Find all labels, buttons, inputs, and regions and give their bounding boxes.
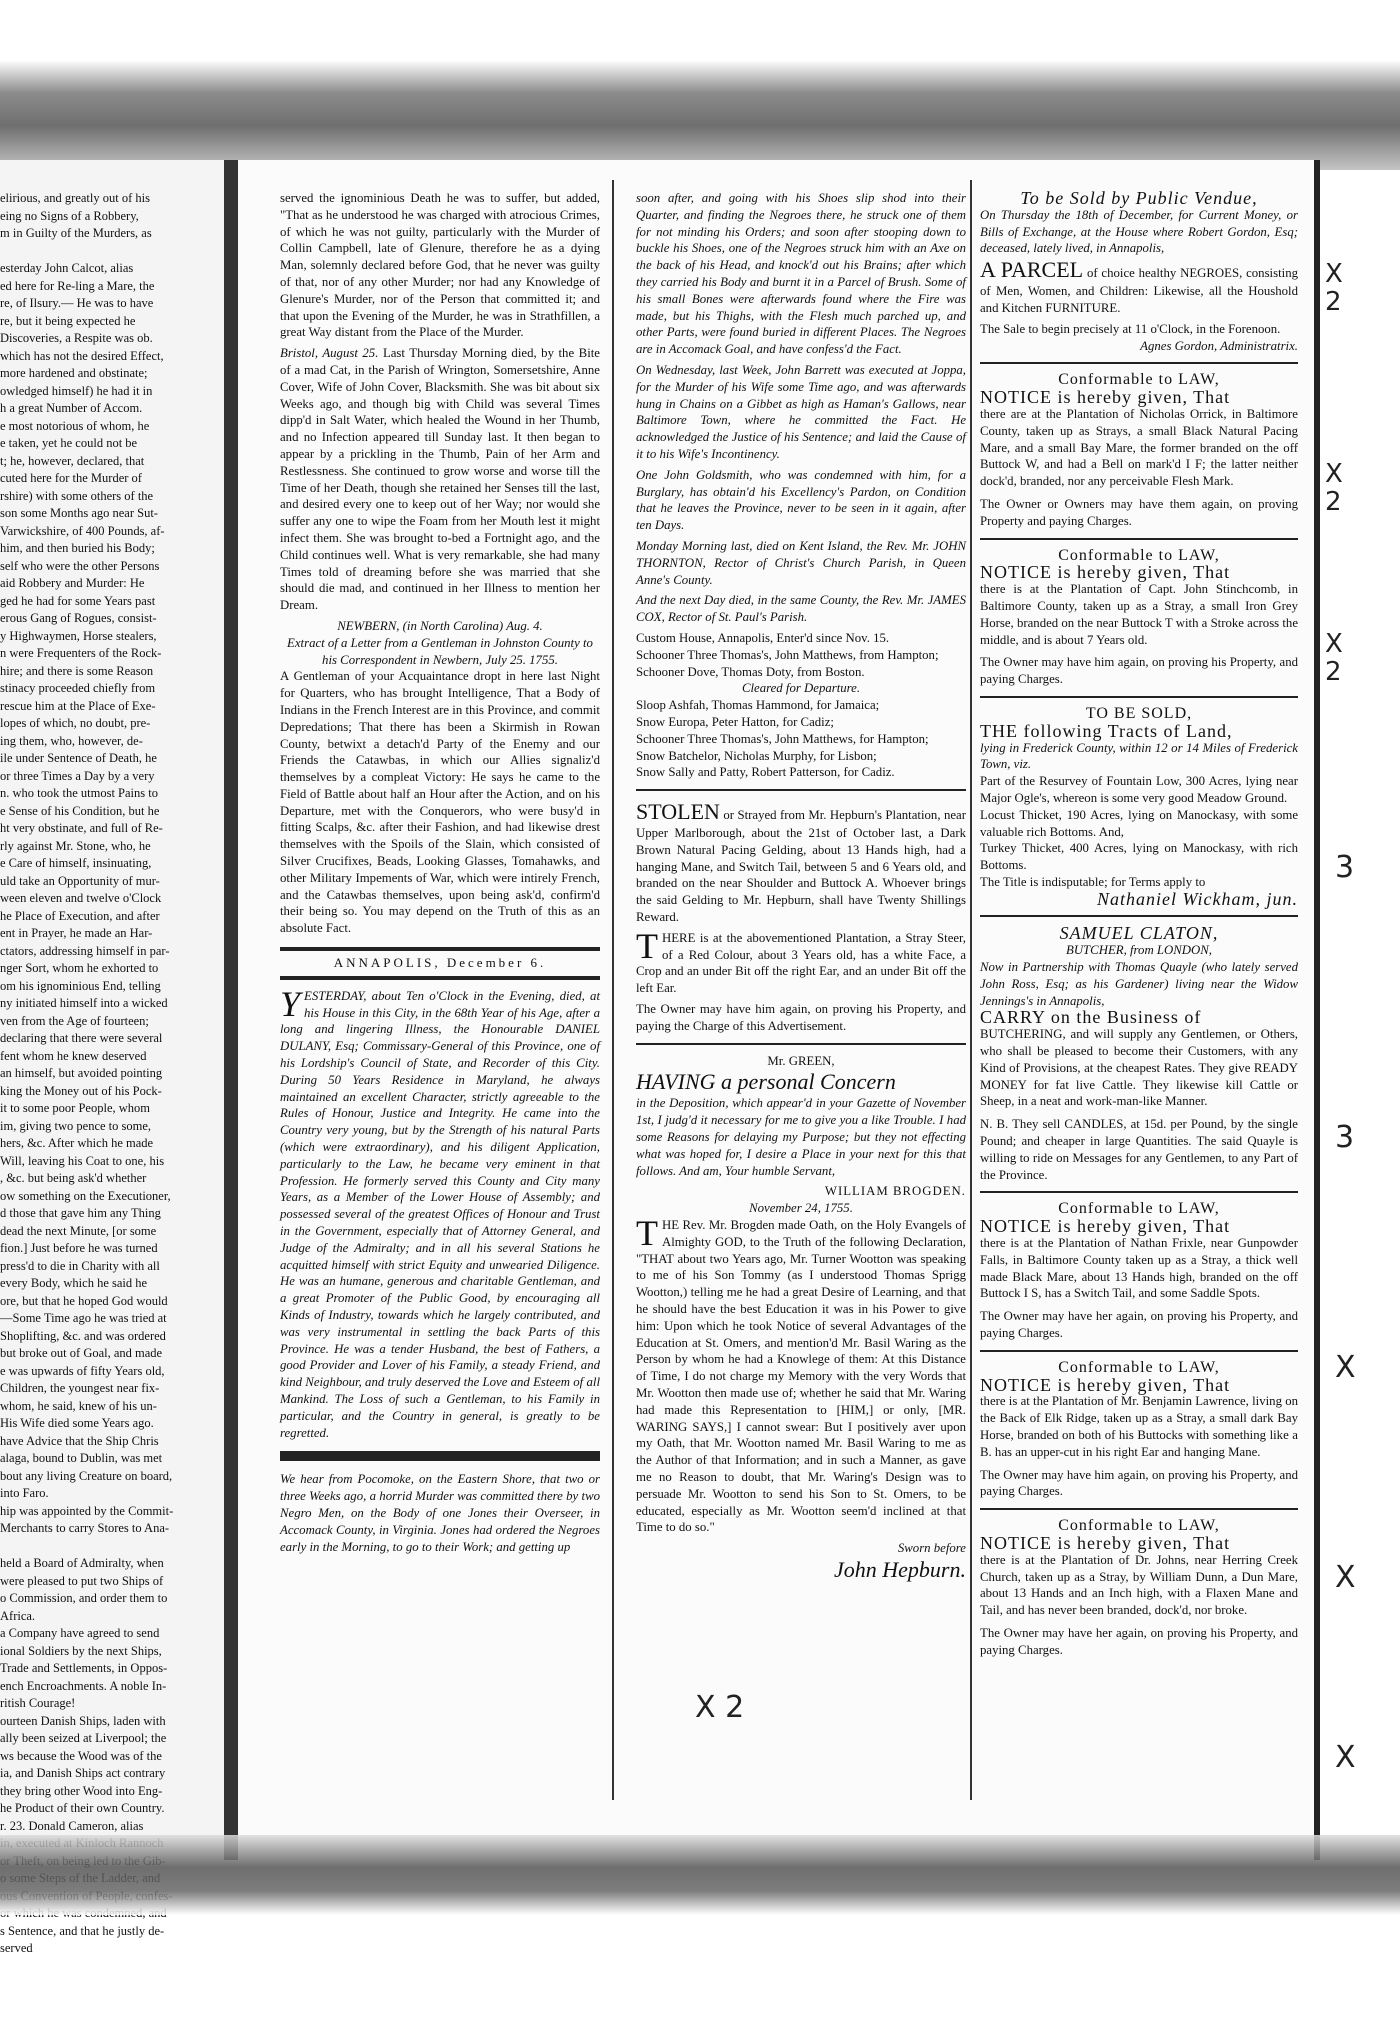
- article-text: Last Thursday Morning died, by the Bite of a mad Cat, in the Parish of Wrington, Somersetshire, Anne Cover, Wife of John Cover, Blacksmith. She was bit about six Weeks ago, and though big with Child was several Times dipp'd in Salt Water, which healed the Wound in her Thumb, and no Infection appeared till Sunday last. It then began to appear by a prickling in the Thumb, Pain of her Arm and Restlessness. She continued to grow worse and worse till the Time of her Death, though she retained her Senses till the last, and desired every one to keep out of her Way; nor would she suffer any one to wipe the Foam from her Mouth lest it might infect them. She was brought to-bed a Fortnight ago, and the Child continues well. What is very remarkable, she had many Times told of dreaming before she was married that she should die mad, and continued in her Illness to mention her Dream.: [280, 346, 600, 613]
- dulany-obituary: [280, 983, 600, 1442]
- brogden-declaration: [636, 1213, 966, 1536]
- scanner-band-bottom: [0, 1835, 1400, 1915]
- notice-headline: NOTICE is hereby given, That: [980, 1532, 1231, 1553]
- letter-date: November 24, 1755.: [749, 1201, 853, 1216]
- fragment-line: an himself, but avoided pointing: [0, 1066, 163, 1080]
- owner-line: The Owner may have him again, on proving his Property, and paying the Charge of this Advertisement.: [636, 1002, 966, 1033]
- notice-orrick: there are at the Plantation of Nicholas Orrick, in Baltimore County, taken up as Strays, a small Black Natural Pacing Mare, and a small Bay Mare, the former branded on the off Buttock W, and had a Bell on mark'd I F; the latter neither dock'd, branded, nor any perceivable Flesh Mark.: [980, 406, 1298, 489]
- fragment-line: ow something on the Executioner,: [0, 1188, 171, 1203]
- fragment-line: ing them, who, however, de-: [0, 733, 143, 748]
- fragment-line: ent in Prayer, he made an Har-: [0, 926, 153, 940]
- fragment-line: d those that gave him any Thing: [0, 1206, 161, 1220]
- fragment-line: rescue him at the Place of Exe-: [0, 698, 156, 713]
- barrett-paragraph: On Wednesday, last Week, John Barrett was executed at Joppa, for the Murder of his Wife some Time ago, and was afterwards hung in Chains on a Gibbet as high as Haman's Gallows, near Baltimore Town, where he committed the Fact. He acknowledged the Justice of his Sentence; and laid the Cause of it to his Wife's Incontinency.: [636, 362, 966, 461]
- fragment-line: he Place of Execution, and after: [0, 908, 160, 923]
- fragment-line: ritish Courage!: [0, 1696, 76, 1710]
- custom-house-heading: Custom House, Annapolis, Enter'd since Nov. 15.: [636, 630, 890, 645]
- tracts-signature: Nathaniel Wickham, jun.: [1097, 888, 1298, 909]
- butcher-partnership: Now in Partnership with Thomas Quayle (who lately served John Ross, Esq; as his Gardener) living near the Widow Jennings's in Annapolis,: [980, 960, 1298, 1008]
- sworn-signature: John Hepburn.: [834, 1556, 966, 1582]
- butcher-name: SAMUEL CLATON,: [1059, 923, 1219, 944]
- fragment-line: Children, the youngest near fix-: [0, 1381, 160, 1395]
- negroes-ad: [980, 257, 1298, 317]
- notice-headline: NOTICE is hereby given, That: [980, 1216, 1231, 1237]
- owner-line: The Owner may have her again, on proving his Property, and paying Charges.: [980, 1625, 1298, 1657]
- execution-paragraph: served the ignominious Death he was to suffer, but added, "That as he understood he was charged with atrocious Crimes, of which he was not guilty, particularly with the Murder of Collin Campbell, late of Glenure, therefore he as a dying Man, solemnly declared before God, that he never was guilty of that, nor of any other Murder; nor had any Knowledge of Glenure's Murder, nor of the Person that committed it; and that upon the Evening of the Murder, he was in Strathfillen, a great Way distant from the Place of the Murder.: [280, 191, 600, 340]
- vendue-subheading: On Thursday the 18th of December, for Current Money, or Bills of Exchange, at the House where Robert Gordon, Esq; deceased, lately lived, in Annapolis,: [980, 207, 1298, 256]
- fragment-line: more hardened and obstinate;: [0, 366, 148, 380]
- fragment-line: hip was appointed by the Commit-: [0, 1503, 174, 1518]
- handwritten-mark: X: [1335, 1740, 1356, 1775]
- cleared-1: Sloop Ashfah, Thomas Hammond, for Jamaica;: [636, 698, 880, 713]
- divider: [980, 915, 1298, 917]
- butcher-trade: BUTCHER, from LONDON,: [1066, 943, 1212, 958]
- fragment-line: dead the next Minute, [or some: [0, 1223, 157, 1238]
- fragment-line: stinacy proceeded chiefly from: [0, 681, 156, 695]
- notice-headline: NOTICE is hereby given, That: [980, 1374, 1231, 1395]
- fragment-line: ile under Sentence of Death, he: [0, 751, 157, 765]
- divider: [980, 1350, 1298, 1352]
- notice-johns: there is at the Plantation of Dr. Johns, near Herring Creek Church, taken up as a Stray, by William Dunn, a Dun Mare, about 13 Hands and an Inch high, with a Flaxen Mane and Tail, and has never been branded, dock'd, nor broke.: [980, 1552, 1298, 1618]
- handwritten-mark: 3: [1335, 1120, 1355, 1155]
- notice-headline: NOTICE is hereby given, That: [980, 562, 1231, 583]
- notice-stinchcomb: there is at the Plantation of Capt. John Stinchcomb, in Baltimore County, taken up as a Stray, a small Iron Grey Horse, branded on the near Buttock T with a Stroke across the middle, and is about 7 Years old.: [980, 582, 1298, 647]
- fragment-line: self who were the other Persons: [0, 558, 160, 573]
- fragment-line: ional Soldiers by the next Ships,: [0, 1643, 162, 1658]
- tract-3: Turkey Thicket, 400 Acres, lying on Manockasy, with rich Bottoms.: [980, 841, 1298, 873]
- tract-1: Part of the Resurvey of Fountain Low, 300 Acres, lying near Major Ogle's, whereon is some very good Meadow Ground.: [980, 774, 1298, 805]
- bristol-paragraph: [280, 345, 600, 614]
- fragment-line: alaga, bound to Dublin, was met: [0, 1451, 163, 1465]
- stray-steer-ad: [636, 925, 966, 997]
- fragment-line: king the Money out of his Pock-: [0, 1083, 162, 1098]
- fragment-line: have Advice that the Ship Chris: [0, 1433, 159, 1448]
- column-rule: [612, 180, 614, 1800]
- fragment-line: Discoveries, a Respite was ob.: [0, 331, 153, 345]
- left-page-fragment: [0, 160, 238, 1955]
- letter-body: in the Deposition, which appear'd in your Gazette of November 1st, I judg'd it necessary for me to give you a like Trouble. I had some Reasons for delaying my Purpose; but they not effecting what was hoped for, I desire a Place in your next for this that follows. And am, Your humble Servant,: [636, 1096, 966, 1178]
- fragment-line: hers, &c. After which he made: [0, 1136, 154, 1150]
- letter-signature: WILLIAM BROGDEN.: [824, 1184, 966, 1199]
- fragment-line: Africa.: [0, 1608, 36, 1623]
- cleared-4: Snow Batchelor, Nicholas Murphy, for Lisbon;: [636, 748, 877, 763]
- fragment-line: it to some poor People, whom: [0, 1101, 150, 1115]
- handwritten-mark: X 2: [695, 1690, 745, 1725]
- carry-headline: CARRY on the Business of: [980, 1007, 1202, 1028]
- drop-cap: Y: [280, 983, 301, 1024]
- divider: [980, 538, 1298, 540]
- fragment-line: were pleased to put two Ships of: [0, 1573, 164, 1588]
- law-heading: Conformable to LAW,: [1058, 371, 1220, 389]
- fragment-line: t; he, however, declared, that: [0, 453, 145, 468]
- fragment-line: e was upwards of fifty Years old,: [0, 1363, 165, 1378]
- fragment-line: Trade and Settlements, in Oppos-: [0, 1661, 168, 1675]
- tracts-headline: THE following Tracts of Land,: [980, 720, 1233, 741]
- drop-cap: T: [636, 1213, 658, 1254]
- divider: [980, 1191, 1298, 1193]
- letter-extract-heading: Extract of a Letter from a Gentleman in Johnston County to his Correspondent in Newbern, July 25. 1755.: [287, 635, 593, 667]
- column-3: [980, 190, 1298, 1665]
- fragment-line: ctators, addressing himself in par-: [0, 943, 170, 958]
- newspaper-page: elirious, and greatly out of his eing no Signs of a Robbery, m in Guilty of the Murders, as esterday John Calcot, alias ed here for Re-ling a Mare, the re, of Ilsury.— He was to have re, but it being expected he Discoveries, a Respite was ob. which has not the desired Effect, more hardened and obstinate; owledged himself) he had it in h a great Number of Accom. e most notorious of whom, he e taken, yet he could not be t; he, however, declared, that cuted here for the Murder of rshire) with some others of the son some Months ago near Sut- Varwickshire, of 400 Pounds, af- him, and then buried his Body; self who were the other Persons aid Robbery and Murder: He ged he had for some Years past erous Gang of Rogues, consist- y Highwaymen, Horse stealers, n were Frequenters of the Rock- hire; and there is some Reason stinacy proceeded chiefly from rescue him at the Place of Exe- lopes of which, no doubt, pre- ing them, who, however, de- ile under Sentence of Death, he or three Times a Day by a very n. who took the utmost Pains to e Sense of his Condition, but he ht very obstinate, and full of Re- rly against Mr. Stone, who, he e Care of himself, insinuating, uld take an Opportunity of mur- ween eleven and twelve o'Clock he Place of Execution, and after ent in Prayer, he made an Har- ctators, addressing himself in par- nger Sort, whom he exhorted to om his ignominious End, telling ny initiated himself into a wicked ven from the Age of fourteen; declaring that there were several fent whom he knew deserved an himself, but avoided pointing king the Money out of his Pock- it to some poor People, whom im, giving two pence to some, hers, &c. After which he made Will, leaving his Coat to one, his , &c. but being ask'd whether ow something on the Executioner, d those that gave him any Thing dead the next Minute, [or some fion.] Just before he was turned press'd to die in Charity with all every Body, which he said he ore, but that he hoped God would —Some Time ago he was tried at Shoplifting, &c. and was ordered but broke out of Goal, and made e was upwards of fifty Years old, Children, the youngest near fix- whom, he said, knew of his un- His Wife died some Years ago. have Advice that the Ship Chris alaga, bound to Dublin, was met bout any living Creature on board, into Faro. hip was appointed by the Commit- Merchants to carry Stores to Ana- held a Board of Admiralty, when were pleased to put two Ships of o Commission, and order them to Africa. a Company have agreed to send ional Soldiers by the next Ships, Trade and Settlements, in Oppos- ench Encroachments. A noble In- ritish Courage! ourteen Danish Ships, laden with ally been seized at Liverpool; the ws because the Wood was of the ia, and Danish Ships act contrary they bring other Wood into Eng- he Product of their own Country. r. 23. Donald Cameron, alias s Sentence, and that he justly de- served served the ignominious Death he was to suffer, but added, "That as he understood he was charged with atrocious Crimes, of which he was not guilty, particularly with the Murder of Collin Campbell, late of Glenure, therefore he as a dying Man, solemnly declared before God, that he never was guilty of that, nor of any other Murder; nor had any Knowledge of Glenure's Murder, nor of the Person that committed it; and that upon the Evening of the Murder, he was in Strathfillen, a great Way distant from the Place of the Murder. Bristol, August 25. Last Thursday Morning died, by the Bite of a mad Cat, in the Parish of Wrington, Somersetshire, Anne Cover, Wife of John Cover, Blacksmith. She was bit about six Weeks ago, and though big with Child was several Times dipp'd in Salt Water, which healed the Wound in her Thumb, and no Infection appeared till Sunday last. It then began to appear by a prickling in the Thumb, Pain of her Arm and Restlessness. She continued to grow worse and worse till the Time of her Death, though she retained her Senses till the last, and desired every one to keep out of her Way; nor would she suffer any one to wipe the Foam from her Mouth lest it might infect them. She was brought to-bed a Fortnight ago, and the Child continues well. What is very remarkable, she had many Times told of dreaming before she was married that she should die mad, and continued in her Illness to mention her Dream. NEWBERN, (in North Carolina) Aug. 4. Extract of a Letter from a Gentleman in Johnston County to his Correspondent in Newbern, July 25. 1755. A Gentleman of your Acquaintance dropt in here last Night for Quarters, who has brought Intelligence, That a Body of Indians in the French Interest are in this Province, and commit Depredations; That there has been a Skirmish in Rowan County, betwixt a detach'd Party of the Enemy and our Friends the Catawbas, in which our Allies signaliz'd themselves by a compleat Victory: He says he came to the Field of Battle about half an Hour after the Action, and on his Departure, met with the Conquerors, who were busy'd in fitting Scalps, &c. after their Fashion, and had likewise drest themselves with the Spoils of the Slain, which consisted of Silver Crucifixes, Beads, Looking Glasses, Tomahawks, and other Military Impements of War, which were intirely French, and the Catawbas themselves, upon being ask'd, confirm'd their being so. You may depend on the Truth of this as an absolute Fact. ANNAPOLIS, December 6. Y ESTERDAY, about Ten o'Clock in the Evening, died, at his House in this City, in the 68th Year of his Age, after a long and lingering Illness, the Honourable DANIEL DULANY, Esq; Commissary-General of this Province, one of his Lordship's Council of State, and Recorder of this City. During 50 Years Residence in Maryland, he always maintained an excellent Character, strictly agreeable to the Rules of Honour, Justice and Integrity. He came into the Country very young, but by the Strength of his natural Parts (which were extraordinary), and his diligent Application, particularly to the Law, he became very eminent in that Profession. He formerly served this County and City many Years, as a Member of the Lower House of Assembly; and possessed several of the greatest Offices of Honour and Trust in the Government, especially that of Attorney General, and Judge of the Admiralty; and in all his several Stations he acquitted himself with strict Equity and unwearied Diligence. He was an humane, generous and charitable Gentleman, and a great Promoter of the Public Good, by encouraging all Kinds of Industry, towards which he largely contributed, and was very instrumental in settling the back Parts of this Province. He was a tender Husband, the best of Fathers, a good Provider and Lover of his Family, a steady Friend, and kind Neighbour, and truly deserved the Love and Esteem of all Mankind. The Loss of such a Gentleman, to his Family in particular, and the Country in general, is greatly to be regretted. We hear from Pocomoke, on the Eastern Shore, that two or three Weeks ago, a horrid Murder was committed there by two Negro Men, on the Body of one Jones their Overseer, in Accomack County, in Virginia. Jones had ordered the Negroes early in the Morning, to go to their Work; and getting up soon after, and going with his Shoes slip shod into their Quarter, and finding the Negroes there, he struck one of them for not minding his Orders; and soon after stooping down to buckle his Shoes, one of the Negroes struck him with an Axe on the back of his Head, and knock'd out his Brains; after which they carried his Body and burnt it in a Parcel of Brush. Some of his small Bones were afterwards found where the Fire was made, but his Thighs, with the Flesh much parched up, and other Parts, were found buried in different Places. The Negroes are in Accomack Goal, and have confess'd the Fact. On Wednesday, last Week, John Barrett was executed at Joppa, for the Murder of his Wife some Time ago, and was afterwards hung in Chains on a Gibbet as high as Haman's Gallows, near Baltimore Town, where he committed the Fact. He acknowledged the Justice of his Sentence; and laid the Cause of it to his Wife's Incontinency. One John Goldsmith, who was condemned with him, for a Burglary, has obtain'd his Excellency's Pardon, on Condition that he leaves the Province, never to be seen in it again, after ten Days. Monday Morning last, died on Kent Island, the Rev. Mr. JOHN THORNTON, Rector of Christ's Church Parish, in Queen Anne's County. And the next Day died, in the same County, the Rev. Mr. JAMES COX, Rector of St. Paul's Parish. Custom House, Annapolis, Enter'd since Nov. 15. Schooner Three Thomas's, John Matthews, from Hampton; Schooner Dove, Thomas Doty, from Boston. Cleared for Departure. Sloop Ashfah, Thomas Hammond, for Jamaica; Snow Europa, Peter Hatton, for Cadiz; Schooner Three Thomas's, John Matthews, for Hampton; Snow Batchelor, Nicholas Murphy, for Lisbon; Snow Sally and Patty, Robert Patterson, for Cadiz. STOLEN or Strayed from Mr. Hepburn's Plantation, near Upper Marlborough, about the 21st of October last, a Dark Brown Natural Pacing Gelding, about 13 Hands high, had a hanging Mane, and Switch Tail, between 5 and 6 Years old, and branded on the near Shoulder and Buttock A. Whoever brings the said Gelding to Mr. Hepburn, shall have Twenty Shillings Reward. T HERE is at the abovementioned Plantation, a Stray Steer, of a Red Colour, about 3 Years old, has a white Face, a Crop and an under Bit off the right Ear, and an under Bit off the left Ear. The Owner may have him again, on proving his Property, and paying the Charge of this Advertisement. Mr. GREEN, HAVING a personal Concern in the Deposition, which appear'd in your Gazette of November 1st, I judg'd it necessary for me to give you a like Trouble. I had some Reasons for delaying my Purpose; but they not effecting what was hoped for, I desire a Place in your next for this that follows. And am, Your humble Servant, WILLIAM BROGDEN. November 24, 1755. T HE Rev. Mr. Brogden made Oath, on the Holy Evangels of Almighty GOD, to the Truth of the following Declaration, "THAT about two Years ago, Mr. Turner Wootton was speaking to me of his Son Tommy (as I understood Thomas Sprigg Wootton,) telling me he had a great Desire of Learning, and that he should have the best Education it was in his Power to give him: Upon which he took Notice of several Advantages of the Education at St. Omers, and mention'd Mr. Basil Waring as the Person by whom he had a Knowlege of them: At this Distance of Time, I do not charge my Memory with the very Words that Mr. Wootton then made use of; whether he said that Mr. Waring had made this Representation to [HIM,] or only, [MR. WARING SAYS,] I cannot swear: But I positively aver upon my Oath, that Mr. Wootton named Mr. Basil Waring to me as the Author of that Information; and in such a Manner, as gave me no Reason to doubt, that Mr. Waring's Design was to persuade Mr. Wootton to send his Son to St. Omers, to be educated, especially as Mr. Wootton seem'd inclined at that Time to do so." Sworn before John Hepburn. To be Sold by Public Vendue, On Thursday the 18th of December, for Current Money, or Bills of Exchange, at the House where Robert Gordon, Esq; deceased, lately lived, in Annapolis, A PARCEL of choice healthy NEGROES, consisting of Men, Women, and Children: Likewise, all the Houshold and Kitchen FURNITURE. The Sale to begin precisely at 11 o'Clock, in the Forenoon. Agnes Gordon, Administratrix. Conformable to LAW, NOTICE is hereby given, That there are at the Plantation of Nicholas Orrick, in Baltimore County, taken up as Strays, a small Black Natural Pacing Mare, and a small Bay Mare, the former branded on the off Buttock W, and had a Bell on mark'd I F; the latter neither dock'd, branded, nor any perceivable Flesh Mark. The Owner or Owners may have them again, on proving Property and paying Charges. Conformable to LAW, NOTICE is hereby given, That there is at the Plantation of Capt. John Stinchcomb, in Baltimore County, taken up as a Stray, a small Iron Grey Horse, branded on the near Buttock T with a Stroke across the middle, and is about 7 Years old. The Owner may have him again, on proving his Property, and paying Charges. TO BE SOLD, THE following Tracts of Land, lying in Frederick County, within 12 or 14 Miles of Frederick Town, viz. Part of the Resurvey of Fountain Low, 300 Acres, lying near Major Ogle's, whereon is some very good Meadow Ground. Locust Thicket, 190 Acres, lying on Manockasy, with some valuable rich Bottoms. And, Turkey Thicket, 400 Acres, lying on Manockasy, with rich Bottoms. The Title is indisputable; for Terms apply to Nathaniel Wickham, jun. SAMUEL CLATON, BUTCHER, from LONDON, Now in Partnership with Thomas Quayle (who lately served John Ross, Esq; as his Gardener) living near the Widow Jennings's in Annapolis, CARRY on the Business of BUTCHERING, and will supply any Gentlemen, or Others, who shall be pleased to become their Customers, with any Kind of Provisions, at the cheapest Rates. They give READY MONEY for fat live Cattle. They likewise kill Cattle or Sheep, in a neat and work-man-like Manner. N. B. They sell CANDLES, at 15d. per Pound, by the single Pound; and cheaper in large Quantities. The said Quayle is willing to ride on Messages for any Gentlemen, to any Part of the Province. Conformable to LAW, NOTICE is hereby given, That there is at the Plantation of Nathan Frixle, near Gunpowder Falls, in Baltimore County taken up as a Stray, a thick well made Black Mare, about 13 Hands high, branded on the off Buttock I S, has a Switch Tail, and some Saddle Spots. The Owner may have her again, on proving his Property, and paying Charges. Conformable to LAW, NOTICE is hereby given, That there is at the Plantation of Mr. Benjamin Lawrence, living on the Back of Elk Ridge, taken up as a Stray, a small dark Bay Horse, branded on both of his Buttocks with something like a B. has an upper-cut in his right Ear and hanging Mane. The Owner may have him again, on proving his Property, and paying Charges. Conformable to LAW, NOTICE is hereby given, That there is at the Plantation of Dr. Johns, near Herring Creek Church, taken up as a Stray, by William Dunn, a Dun Mare, about 13 Hands and an Inch high, with a Flaxen Mane and Tail, and has never been branded, dock'd, nor broke. The Owner may have her again, on proving his Property, and paying Charges. X 2 X 2 X 2 3 3 X X X X 2: [0, 160, 1320, 1860]
- entered-1: Schooner Three Thomas's, John Matthews, from Hampton;: [636, 647, 939, 662]
- fragment-line: ed here for Re-ling a Mare, the: [0, 278, 155, 293]
- law-heading: Conformable to LAW,: [1058, 1517, 1220, 1535]
- fragment-line: ally been seized at Liverpool; the: [0, 1731, 167, 1745]
- fragment-line: him, and then buried his Body;: [0, 541, 155, 555]
- cleared-2: Snow Europa, Peter Hatton, for Cadiz;: [636, 714, 834, 729]
- fragment-line: every Body, which he said he: [0, 1276, 148, 1290]
- fragment-line: ourteen Danish Ships, laden with: [0, 1713, 166, 1728]
- fragment-line: but broke out of Goal, and made: [0, 1346, 163, 1360]
- fragment-line: bout any living Creature on board,: [0, 1468, 173, 1483]
- fragment-line: rly against Mr. Stone, who, he: [0, 838, 151, 853]
- ad-headword: A PARCEL: [980, 257, 1084, 283]
- fragment-line: ny initiated himself into a wicked: [0, 996, 168, 1010]
- fragment-line: hire; and there is some Reason: [0, 663, 154, 678]
- cleared-5: Snow Sally and Patty, Robert Patterson, for Cadiz.: [636, 765, 895, 780]
- goldsmith-paragraph: One John Goldsmith, who was condemned with him, for a Burglary, has obtain'd his Excellency's Pardon, on Condition that he leaves the Province, never to be seen in it again, after ten Days.: [636, 467, 966, 533]
- ad-text: HERE is at the abovementioned Plantation, a Stray Steer, of a Red Colour, about 3 Years old, has a white Face, a Crop and an under Bit off the right Ear, and an under Bit off the left Ear.: [636, 930, 966, 996]
- fragment-line: a Company have agreed to send: [0, 1626, 160, 1640]
- fragment-line: Shoplifting, &c. and was ordered: [0, 1328, 166, 1343]
- fragment-line: Varwickshire, of 400 Pounds, af-: [0, 523, 165, 538]
- declaration-text: HE Rev. Mr. Brogden made Oath, on the Holy Evangels of Almighty GOD, to the Truth of the following Declaration, "THAT about two Years ago, Mr. Turner Wootton was speaking to me of his Son Tommy (as I understood Thomas Sprigg Wootton,) telling me he had a great Desire of Learning, and that he should have the best Education it was in his Power to give him: Upon which he took Notice of several Advantages of the Education at St. Omers, and mention'd Mr. Basil Waring as the Person by whom he had a Knowlege of them: At this Distance of Time, I do not charge my Memory with the very Words that Mr. Wootton then made use of; whether he said that Mr. Waring had made this Representation to [HIM,] or only, [MR. WARING SAYS,] I cannot swear: But I positively aver upon my Oath, that Mr. Wootton named Mr. Basil Waring to me as the Author of that Information; and in such a Manner, as gave me no Reason to doubt, that Mr. Waring's Design was to persuade Mr. Wootton to send his Son to St. Omers, to be educated, especially as Mr. Wootton seem'd inclined at that Time to do so.": [636, 1218, 966, 1535]
- ad-headword: STOLEN: [636, 799, 720, 825]
- fragment-line: y Highwaymen, Horse stealers,: [0, 628, 157, 643]
- fragment-line: re, of Ilsury.— He was to have: [0, 296, 154, 310]
- fragment-line: om his ignominious End, telling: [0, 978, 161, 993]
- fragment-line: ged he had for some Years past: [0, 593, 156, 608]
- fragment-line: esterday John Calcot, alias: [0, 261, 134, 275]
- owner-line: The Owner or Owners may have them again, on proving Property and paying Charges.: [980, 496, 1298, 528]
- fragment-line: [0, 1538, 218, 1556]
- divider: [980, 696, 1298, 698]
- article-text: ESTERDAY, about Ten o'Clock in the Evening, died, at his House in this City, in the 68th Year of his Age, after a long and lingering Illness, the Honourable DANIEL DULANY, Esq; Commissary-General of this Province, one of his Lordship's Council of State, and Recorder of this City. During 50 Years Residence in Maryland, he always maintained an excellent Character, strictly agreeable to the Rules of Honour, Justice and Integrity. He came into the Country very young, but by the Strength of his natural Parts (which were extraordinary), and his diligent Application, particularly to the Law, he became very eminent in that Profession. He formerly served this County and City many Years, as a Member of the Lower House of Assembly; and possessed several of the greatest Offices of Honour and Trust in the Government, especially that of Attorney General, and Judge of the Admiralty; and in all his several Stations he acquitted himself with strict Equity and unwearied Diligence. He was an humane, generous and charitable Gentleman, and a great Promoter of the Public Good, by encouraging all Kinds of Industry, towards which he largely contributed, and was very instrumental in settling the back Parts of this Province. He was a tender Husband, the best of Fathers, a good Provider and Lover of his Family, a steady Friend, and kind Neighbour, and truly deserved the Love and Esteem of all Mankind. The Loss of such a Gentleman, to his Family in particular, and the Country in general, is greatly to be regretted.: [280, 988, 600, 1440]
- sworn-line: Sworn before: [897, 1541, 966, 1556]
- fragment-line: rshire) with some others of the: [0, 488, 154, 503]
- fragment-line: n were Frequenters of the Rock-: [0, 646, 162, 660]
- ad-text: or Strayed from Mr. Hepburn's Plantation, near Upper Marlborough, about the 21st of October last, a Dark Brown Natural Pacing Gelding, about 13 Hands high, had a hanging Mane, and Switch Tail, between 5 and 6 Years old, and branded on the near Shoulder and Buttock A. Whoever brings the said Gelding to Mr. Hepburn, shall have Twenty Shillings Reward.: [636, 808, 966, 925]
- fragment-line: e Care of himself, insinuating,: [0, 856, 152, 870]
- letter-salutation: Mr. GREEN,: [767, 1053, 835, 1068]
- fragment-line: , &c. but being ask'd whether: [0, 1171, 147, 1185]
- fragment-line: ia, and Danish Ships act contrary: [0, 1766, 166, 1780]
- fragment-line: fent whom he knew deserved: [0, 1048, 147, 1063]
- fragment-line: ench Encroachments. A noble In-: [0, 1678, 167, 1693]
- dateline: Bristol, August 25.: [280, 346, 379, 361]
- letter-headline: HAVING a personal Concern: [636, 1069, 896, 1095]
- fragment-line: erous Gang of Rogues, consist-: [0, 611, 157, 625]
- law-heading: Conformable to LAW,: [1058, 1358, 1220, 1376]
- tract-2: Locust Thicket, 190 Acres, lying on Manockasy, with some valuable rich Bottoms. And,: [980, 807, 1298, 839]
- column-1: [280, 190, 600, 1559]
- fragment-line: ws because the Wood was of the: [0, 1748, 162, 1763]
- fragment-line: e Sense of his Condition, but he: [0, 803, 160, 818]
- murder-continued: soon after, and going with his Shoes slip shod into their Quarter, and finding the Negroes there, he struck one of them for not minding his Orders; and soon after stooping down to buckle his Shoes, one of the Negroes struck him with an Axe on the back of his Head, and knock'd out his Brains; after which they carried his Body and burnt it in a Parcel of Brush. Some of his small Bones were afterwards found where the Fire was made, but his Thighs, with the Flesh much parched up, and other Parts, were found buried in different Places. The Negroes are in Accomack Goal, and have confess'd the Fact.: [636, 191, 966, 357]
- annapolis-heading: ANNAPOLIS, December 6.: [280, 947, 600, 980]
- fragment-line: Merchants to carry Stores to Ana-: [0, 1521, 170, 1535]
- fragment-line: ore, but that he hoped God would: [0, 1293, 168, 1308]
- fragment-line: lopes of which, no doubt, pre-: [0, 716, 151, 730]
- cox-paragraph: And the next Day died, in the same County, the Rev. Mr. JAMES COX, Rector of St. Paul's Parish.: [636, 593, 966, 625]
- scanner-band-top: [0, 60, 1400, 170]
- section-rule: [280, 1451, 600, 1461]
- fragment-line: elirious, and greatly out of his: [0, 191, 150, 205]
- fragment-line: fion.] Just before he was turned: [0, 1241, 158, 1255]
- divider: [980, 1508, 1298, 1510]
- cleared-3: Schooner Three Thomas's, John Matthews, for Hampton;: [636, 731, 929, 746]
- vendue-heading: To be Sold by Public Vendue,: [1020, 188, 1258, 208]
- fragment-line: whom, he said, knew of his un-: [0, 1398, 157, 1413]
- fragment-line: which has not the desired Effect,: [0, 348, 164, 363]
- fragment-line: eing no Signs of a Robbery,: [0, 208, 139, 223]
- candles-note: N. B. They sell CANDLES, at 15d. per Pound, by the single Pound; and cheaper in large Quantities. The said Quayle is willing to ride on Messages for any Gentlemen, to any Part of the Province.: [980, 1117, 1298, 1182]
- handwritten-mark: X: [1335, 1350, 1356, 1385]
- fragment-line: nger Sort, whom he exhorted to: [0, 961, 159, 975]
- handwritten-mark: 3: [1335, 850, 1355, 885]
- fragment-line: re, but it being expected he: [0, 313, 136, 328]
- fragment-line: [0, 243, 218, 261]
- fragment-line: r. 23. Donald Cameron, alias: [0, 1818, 144, 1833]
- column-rule: [970, 180, 972, 1800]
- tracts-terms: The Title is indisputable; for Terms apply to: [980, 874, 1206, 889]
- ad-text: of choice healthy NEGROES, consisting of Men, Women, and Children: Likewise, all the Houshold and Kitchen FURNITURE.: [980, 266, 1298, 315]
- pocomoke-paragraph: We hear from Pocomoke, on the Eastern Shore, that two or three Weeks ago, a horrid Murder was committed there by two Negro Men, on the Body of one Jones their Overseer, in Accomack County, in Virginia. Jones had ordered the Negroes early in the Morning, to go to their Work; and getting up: [280, 1472, 600, 1554]
- notice-frixle: there is at the Plantation of Nathan Frixle, near Gunpowder Falls, in Baltimore County taken up as a Stray, a thick well made Black Mare, about 13 Hands high, branded on the off Buttock I S, has a Switch Tail, and some Saddle Spots.: [980, 1236, 1298, 1301]
- law-heading: Conformable to LAW,: [1058, 546, 1220, 564]
- fragment-line: —Some Time ago he was tried at: [0, 1311, 167, 1325]
- fragment-line: o Commission, and order them to: [0, 1591, 168, 1605]
- butchering-ad: BUTCHERING, and will supply any Gentlemen, or Others, who shall be pleased to become their Customers, with any Kind of Provisions, at the cheapest Rates. They give READY MONEY for fat live Cattle. They likewise kill Cattle or Sheep, in a neat and work-man-like Manner.: [980, 1027, 1298, 1109]
- fragment-line: he Product of their own Country.: [0, 1801, 165, 1815]
- fragment-line: uld take an Opportunity of mur-: [0, 873, 160, 888]
- divider: [980, 362, 1298, 364]
- fragment-line: cuted here for the Murder of: [0, 471, 142, 485]
- tracts-location: lying in Frederick County, within 12 or 14 Miles of Frederick Town, viz.: [980, 740, 1298, 772]
- fragment-line: owledged himself) he had it in: [0, 383, 153, 398]
- owner-line: The Owner may have him again, on proving his Property, and paying Charges.: [980, 1467, 1298, 1499]
- fragment-line: son some Months ago near Sut-: [0, 506, 158, 520]
- dateline: NEWBERN, (in North Carolina) Aug. 4.: [337, 618, 543, 633]
- column-2: [636, 190, 966, 1583]
- newbern-paragraph: A Gentleman of your Acquaintance dropt in here last Night for Quarters, who has brought Intelligence, That a Body of Indians in the French Interest are in this Province, and commit Depredations; That there has been a Skirmish in Rowan County, betwixt a detach'd Party of the Enemy and our Friends the Catawbas, in which our Allies signaliz'd themselves by a compleat Victory: He says he came to the Field of Battle about half an Hour after the Action, and on his Departure, met with the Conquerors, who were busy'd in fitting Scalps, &c. after their Fashion, and had likewise drest themselves with the Spoils of the Slain, which consisted of Silver Crucifixes, Beads, Looking Glasses, Tomahawks, and other Military Impements of War, which were intirely French, and the Catawbas themselves, upon being ask'd, confirm'd their being so. You may depend on the Truth of this as an absolute Fact.: [280, 669, 600, 936]
- handwritten-mark: X: [1335, 1560, 1356, 1595]
- divider: [636, 1043, 966, 1045]
- fragment-line: His Wife died some Years ago.: [0, 1416, 154, 1430]
- fragment-line: e most notorious of whom, he: [0, 418, 150, 433]
- fragment-line: s Sentence, and that he justly de-: [0, 1923, 165, 1938]
- fragment-line: declaring that there were several: [0, 1031, 163, 1045]
- law-heading: Conformable to LAW,: [1058, 1200, 1220, 1218]
- fragment-line: ween eleven and twelve o'Clock: [0, 891, 162, 905]
- fragment-line: held a Board of Admiralty, when: [0, 1556, 164, 1570]
- fragment-line: into Faro.: [0, 1486, 49, 1500]
- fragment-line: served: [0, 1941, 33, 1955]
- notice-lawrence: there is at the Plantation of Mr. Benjamin Lawrence, living on the Back of Elk Ridge, taken up as a Stray, a small dark Bay Horse, branded on both of his Buttocks with something like a B. has an upper-cut in his right Ear and hanging Mane.: [980, 1394, 1298, 1459]
- thornton-paragraph: Monday Morning last, died on Kent Island, the Rev. Mr. JOHN THORNTON, Rector of Christ's Church Parish, in Queen Anne's County.: [636, 538, 966, 587]
- fragment-line: n. who took the utmost Pains to: [0, 786, 158, 800]
- fragment-line: aid Robbery and Murder: He: [0, 576, 145, 590]
- sale-time: The Sale to begin precisely at 11 o'Clock, in the Forenoon.: [980, 321, 1281, 336]
- cleared-heading: Cleared for Departure.: [741, 681, 861, 696]
- entered-2: Schooner Dove, Thomas Doty, from Boston.: [636, 664, 865, 679]
- fragment-line: h a great Number of Accom.: [0, 401, 143, 415]
- to-be-sold-heading: TO BE SOLD,: [1085, 704, 1193, 722]
- fragment-line: press'd to die in Charity with all: [0, 1258, 160, 1273]
- fragment-line: they bring other Wood into Eng-: [0, 1783, 163, 1798]
- ad-signature: Agnes Gordon, Administratrix.: [1140, 338, 1298, 353]
- owner-line: The Owner may have him again, on proving his Property, and paying Charges.: [980, 655, 1298, 687]
- fragment-line: ht very obstinate, and full of Re-: [0, 821, 163, 835]
- fragment-line: im, giving two pence to some,: [0, 1118, 152, 1133]
- fragment-line: ven from the Age of fourteen;: [0, 1013, 149, 1028]
- fragment-line: e taken, yet he could not be: [0, 436, 138, 450]
- drop-cap: T: [636, 925, 658, 966]
- fragment-line: Will, leaving his Coat to one, his: [0, 1153, 165, 1168]
- fragment-line: or three Times a Day by a very: [0, 768, 155, 783]
- owner-line: The Owner may have her again, on proving his Property, and paying Charges.: [980, 1309, 1298, 1341]
- stolen-ad: [636, 799, 966, 926]
- divider: [636, 789, 966, 791]
- fragment-line: m in Guilty of the Murders, as: [0, 226, 152, 240]
- notice-headline: NOTICE is hereby given, That: [980, 387, 1231, 408]
